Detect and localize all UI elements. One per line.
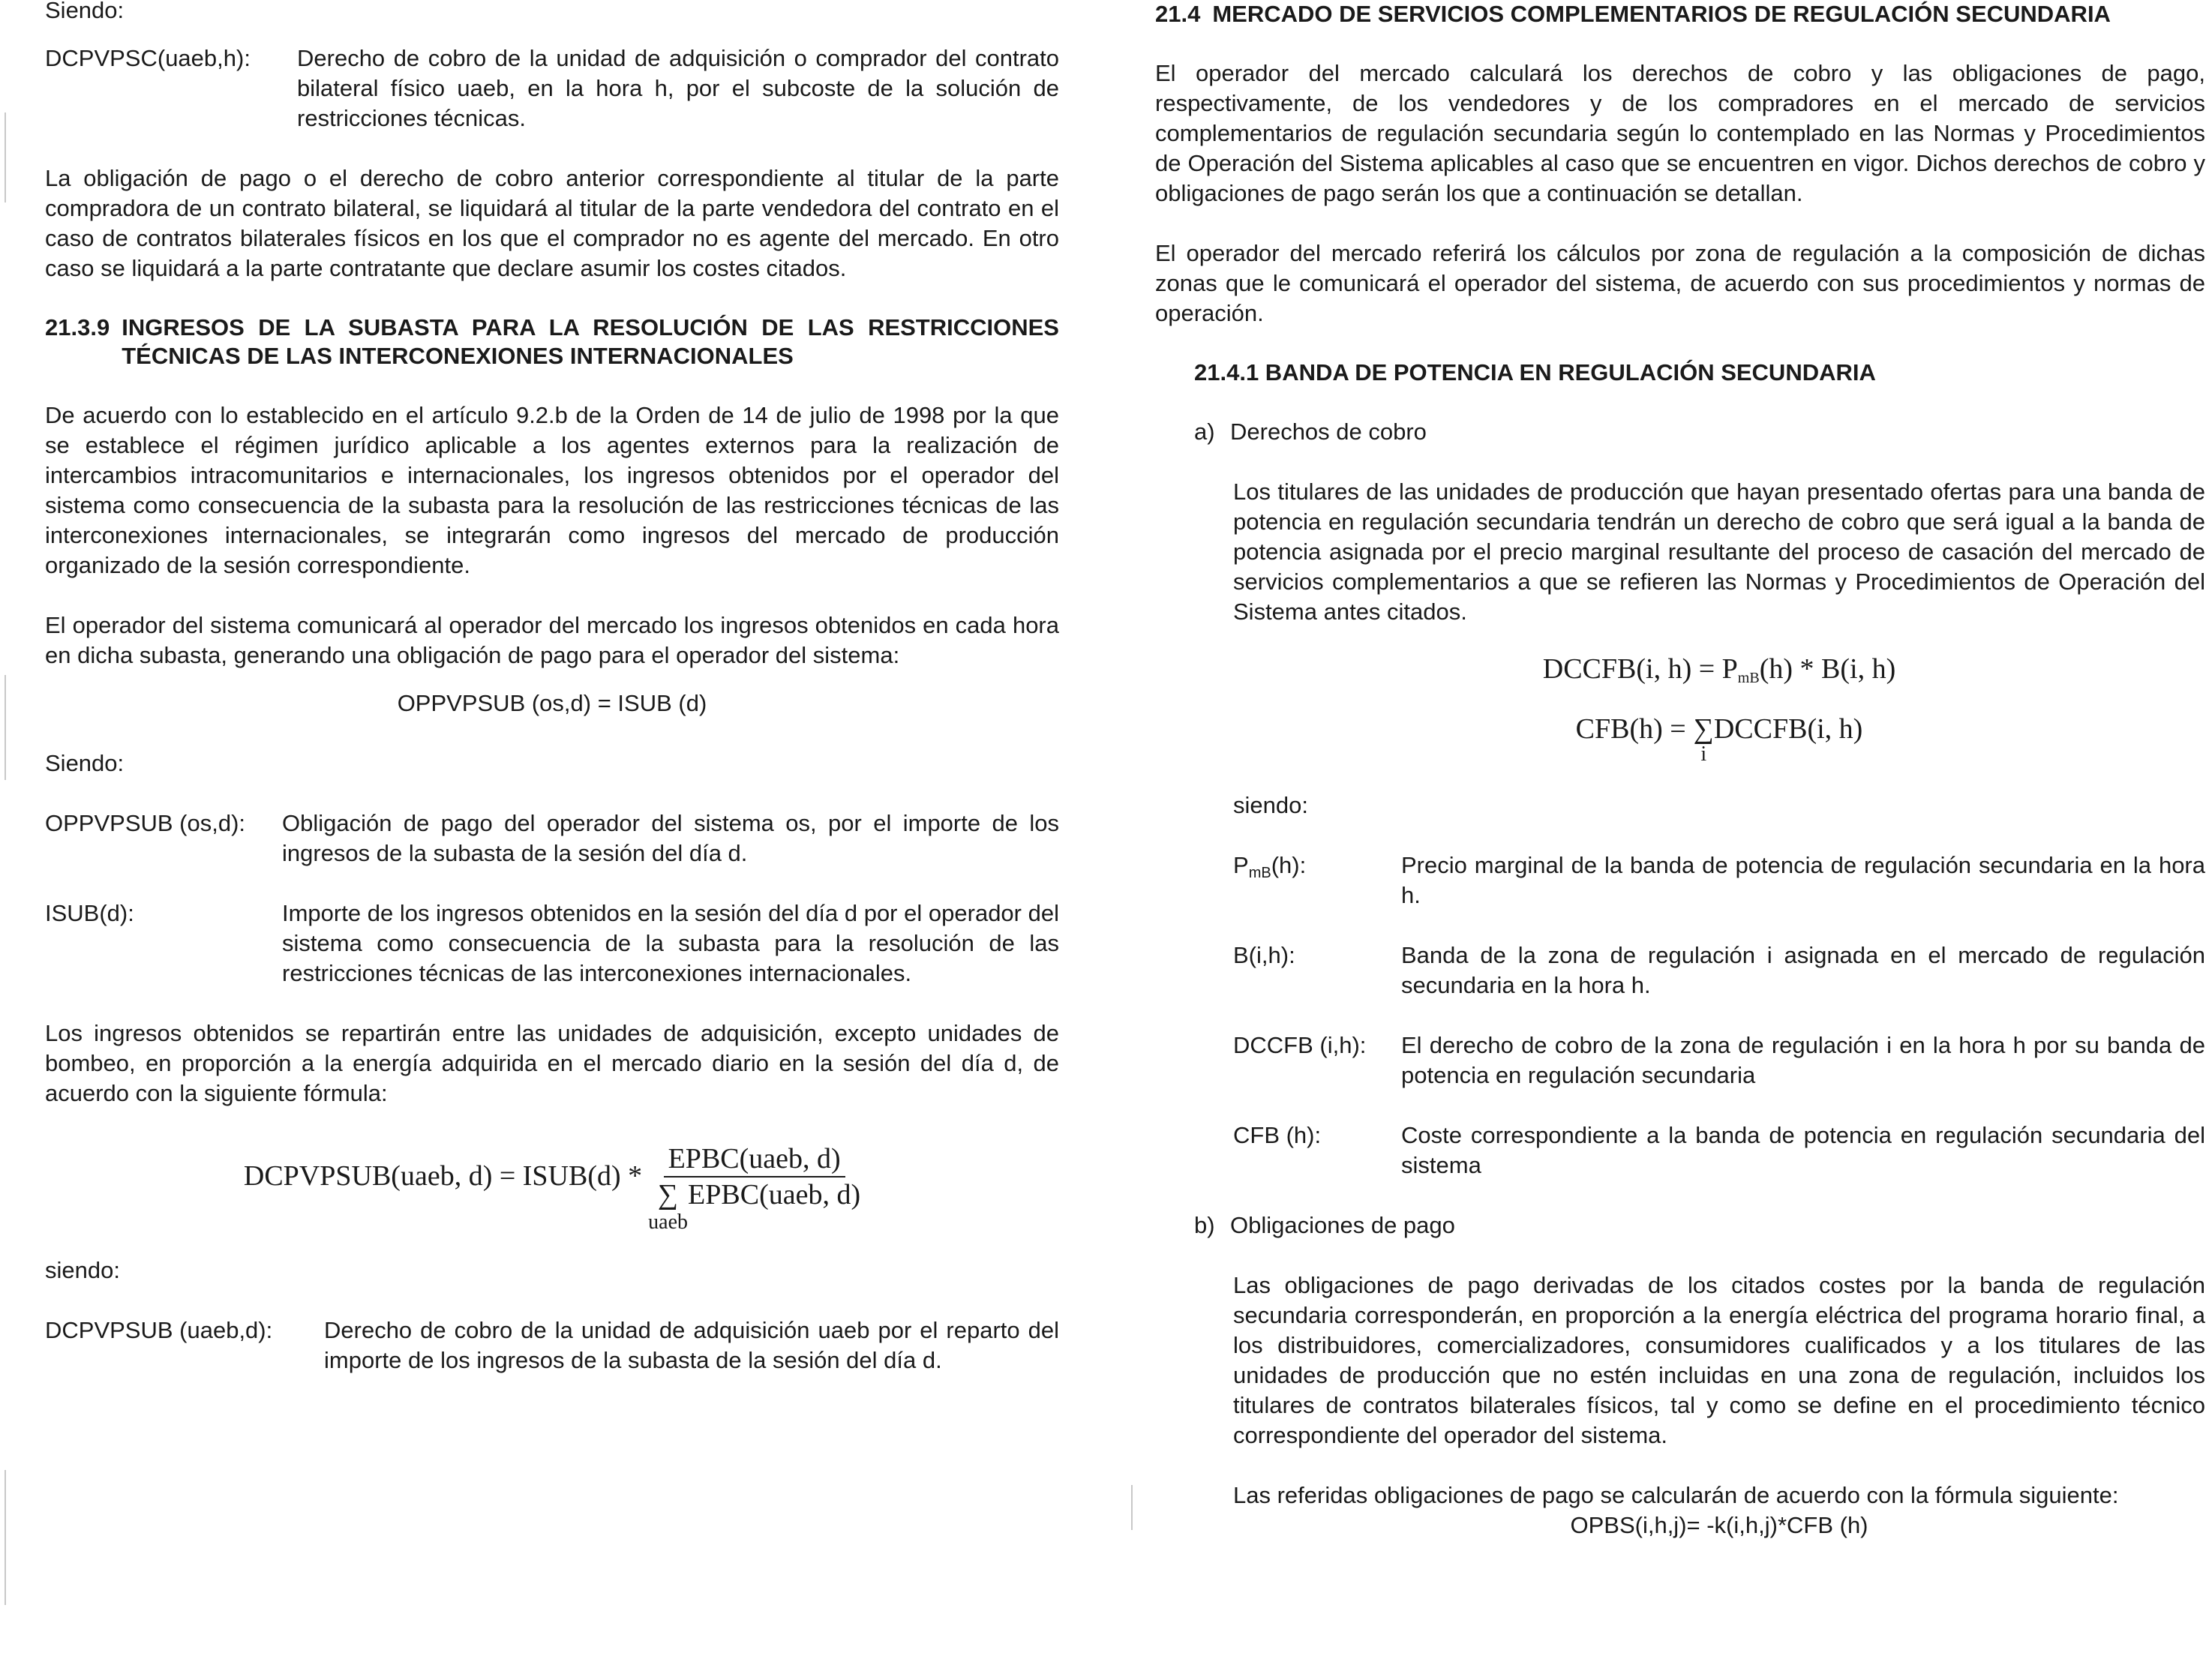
block-obligaciones <box>1233 1270 2205 1540</box>
formula-dccfb <box>1233 654 2205 693</box>
section-title: MERCADO DE SERVICIOS COMPLEMENTARIOS DE REGULACIÓN SECUNDARIA <box>1212 1 2111 27</box>
paragraph-operador: El operador del sistema comunicará al operador del mercado los ingresos obtenidos en cada hora en dicha subasta, generando una obligación de pago para el operador del sistema: <box>45 612 1059 668</box>
definition-term: B(i,h): <box>1233 942 1295 968</box>
formula-lhs: CFB(h) = <box>1575 713 1686 745</box>
sigma-symbol: ∑ <box>1693 713 1714 745</box>
formula-rhs: (h) * B(i, h) <box>1759 653 1896 685</box>
definition-term <box>1233 850 1401 910</box>
list-item-b <box>1194 1210 2205 1240</box>
term-main: P <box>1233 852 1249 878</box>
sigma-symbol: ∑ <box>658 1179 679 1210</box>
section-heading-21-3-9 <box>45 314 1059 370</box>
sum-index: i <box>1700 742 1707 766</box>
definition-description: Obligación de pago del operador del sistema os, por el importe de los ingresos de la subasta de la sesión del día d. <box>282 810 1059 866</box>
section-number: 21.3.9 <box>45 314 110 340</box>
definition-isub <box>45 898 1059 988</box>
formula-rhs: DCCFB(i, h) <box>1713 713 1863 745</box>
definition-dcpvpsub <box>45 1316 1059 1376</box>
scan-mark <box>5 675 6 780</box>
definition-term: OPPVPSUB (os,d): <box>45 810 246 836</box>
formula-subscript: mB <box>1737 670 1760 686</box>
right-column <box>1155 0 2205 1540</box>
denominator-term: EPBC(uaeb, d) <box>688 1179 861 1210</box>
term-subscript: mB <box>1248 865 1271 881</box>
definition-term: CFB (h): <box>1233 1122 1322 1148</box>
paragraph-calculara: El operador del mercado calculará los derechos de cobro y las obligaciones de pago, respectivamente, de los vendedores y de los compradores en el mercado de servicios complementarios de regulación secundaria según lo contemplado en las Normas y Procedimientos de Operación del Sistema aplicables al caso que se encuentren en vigor. Dichos derechos de cobro y obligaciones de pago serán los que a continuación se detallan. <box>1155 60 2205 206</box>
definition-term: ISUB(d): <box>45 900 134 926</box>
definition-term: DCCFB (i,h): <box>1233 1032 1367 1058</box>
summation <box>648 1178 688 1233</box>
scan-mark <box>1131 1485 1133 1530</box>
scan-mark <box>5 1470 6 1605</box>
formula-cfb <box>1233 714 2205 765</box>
list-label: b) <box>1194 1212 1215 1238</box>
definition-description: Importe de los ingresos obtenidos en la sesión del día d por el operador del sistema como consecuencia de la subasta para la resolución de las restricciones técnicas de las interconexiones internacionales. <box>282 900 1059 986</box>
formula-fraction <box>648 1142 860 1233</box>
section-title: INGRESOS DE LA SUBASTA PARA LA RESOLUCIÓN DE LAS RESTRICCIONES TÉCNICAS DE LAS INTERCONEXIONES INTERNACIONALES <box>122 314 1059 369</box>
section-number: 21.4 <box>1155 1 1201 27</box>
formula-lhs: DCCFB(i, h) = P <box>1542 653 1738 685</box>
siendo-label: Siendo: <box>45 750 125 776</box>
paragraph-obligacion: La obligación de pago o el derecho de cobro anterior correspondiente al titular de la parte compradora de un contrato bilateral, se liquidará al titular de la parte vendedora del contrato en el caso de contratos bilaterales físicos en los que el comprador no es agente del mercado. En otro caso se liquidará a la parte contratante que declare asumir los costes citados. <box>45 165 1059 281</box>
list-text: Derechos de cobro <box>1230 418 1427 445</box>
section-heading-21-4-1: 21.4.1 BANDA DE POTENCIA EN REGULACIÓN SECUNDARIA <box>1194 359 1876 386</box>
paragraph-referira: El operador del mercado referirá los cálculos por zona de regulación a la composición de dichas zonas que le comunicará el operador del sistema, de acuerdo con sus procedimientos y normas de operación. <box>1155 240 2205 326</box>
definition-dcpvpsc <box>45 44 1059 134</box>
list-item-a <box>1194 417 2205 447</box>
paragraph-acuerdo: De acuerdo con lo establecido en el artículo 9.2.b de la Orden de 14 de julio de 1998 por la que se establece el régimen jurídico aplicable a los agentes externos para la realización de intercambios intracomunitarios e internacionales, los ingresos obtenidos por el operador del sistema como consecuencia de la subasta para la resolución de las restricciones técnicas de las interconexiones internacionales, se integrarán como ingresos del mercado de producción organizado de la sesión correspondiente. <box>45 402 1059 578</box>
definition-description: Precio marginal de la banda de potencia de regulación secundaria en la hora h. <box>1401 852 2205 908</box>
definition-b <box>1233 940 2205 1000</box>
siendo-label: siendo: <box>45 1257 120 1283</box>
left-column <box>45 0 1059 1376</box>
section-heading-21-4 <box>1155 0 2205 28</box>
list-text: Obligaciones de pago <box>1230 1212 1455 1238</box>
formula-opbs: OPBS(i,h,j)= -k(i,h,j)*CFB (h) <box>1570 1512 1868 1538</box>
paragraph-referidas: Las referidas obligaciones de pago se calcularán de acuerdo con la fórmula siguiente: <box>1233 1482 2119 1508</box>
term-tail: (h): <box>1271 852 1307 878</box>
definition-cfb <box>1233 1120 2205 1180</box>
summation <box>1694 714 1714 765</box>
formula-lhs: DCPVPSUB(uaeb, d) = ISUB(d) * <box>243 1160 643 1192</box>
definition-term: DCPVPSC(uaeb,h): <box>45 45 251 71</box>
sum-index: uaeb <box>648 1210 689 1234</box>
paragraph-titulares: Los titulares de las unidades de producción que hayan presentado ofertas para una banda de potencia en regulación secundaria tendrán un derecho de cobro que será igual a la banda de potencia asignada por el precio marginal resultante del proceso de casación del mercado de servicios complementarios a que se refieren las Normas y Procedimientos de Operación del Sistema antes citados. <box>1233 478 2205 625</box>
definition-oppvpsub <box>45 808 1059 868</box>
siendo-label: Siendo: <box>45 0 125 23</box>
definition-description: El derecho de cobro de la zona de regulación i en la hora h por su banda de potencia en regulación secundaria <box>1401 1032 2205 1088</box>
list-label: a) <box>1194 418 1215 445</box>
definitions-list <box>1233 850 2205 1180</box>
definition-description: Coste correspondiente a la banda de potencia en regulación secundaria del sistema <box>1401 1122 2205 1178</box>
definition-dccfb <box>1233 1030 2205 1090</box>
scan-mark <box>5 112 6 202</box>
paragraph-obligaciones: Las obligaciones de pago derivadas de los citados costes por la banda de regulación secundaria corresponderán, en proporción a la energía eléctrica del programa horario final, a los distribuidores, comercializadores, consumidores cualificados y a los titulares de las unidades de producción que no estén incluidas en una zona de regulación, incluidos los titulares de contratos bilaterales físicos, tal y como se define en el procedimiento técnico correspondiente del operador del sistema. <box>1233 1272 2205 1448</box>
block-derechos <box>1233 477 2205 1180</box>
paragraph-ingresos: Los ingresos obtenidos se repartirán entre las unidades de adquisición, excepto unidades de bombeo, en proporción a la energía adquirida en el mercado diario en la sesión del día d, de acuerdo con la siguiente fórmula: <box>45 1020 1059 1106</box>
definition-pmb <box>1233 850 2205 910</box>
fraction-denominator <box>648 1178 860 1233</box>
formula-dcpvpsub <box>45 1142 1059 1233</box>
definition-description: Banda de la zona de regulación i asignada en el mercado de regulación secundaria en la hora h. <box>1401 942 2205 998</box>
fraction-numerator: EPBC(uaeb, d) <box>664 1142 845 1178</box>
definition-description: Derecho de cobro de la unidad de adquisición uaeb por el reparto del importe de los ingresos de la subasta de la sesión del día d. <box>324 1317 1059 1373</box>
siendo-label: siendo: <box>1233 792 1308 818</box>
definition-term: DCPVPSUB (uaeb,d): <box>45 1317 273 1343</box>
formula-oppvpsub: OPPVPSUB (os,d) = ISUB (d) <box>397 690 707 716</box>
definition-description: Derecho de cobro de la unidad de adquisición o comprador del contrato bilateral físico uaeb, en la hora h, por el subcoste de la solución de restricciones técnicas. <box>297 45 1059 131</box>
